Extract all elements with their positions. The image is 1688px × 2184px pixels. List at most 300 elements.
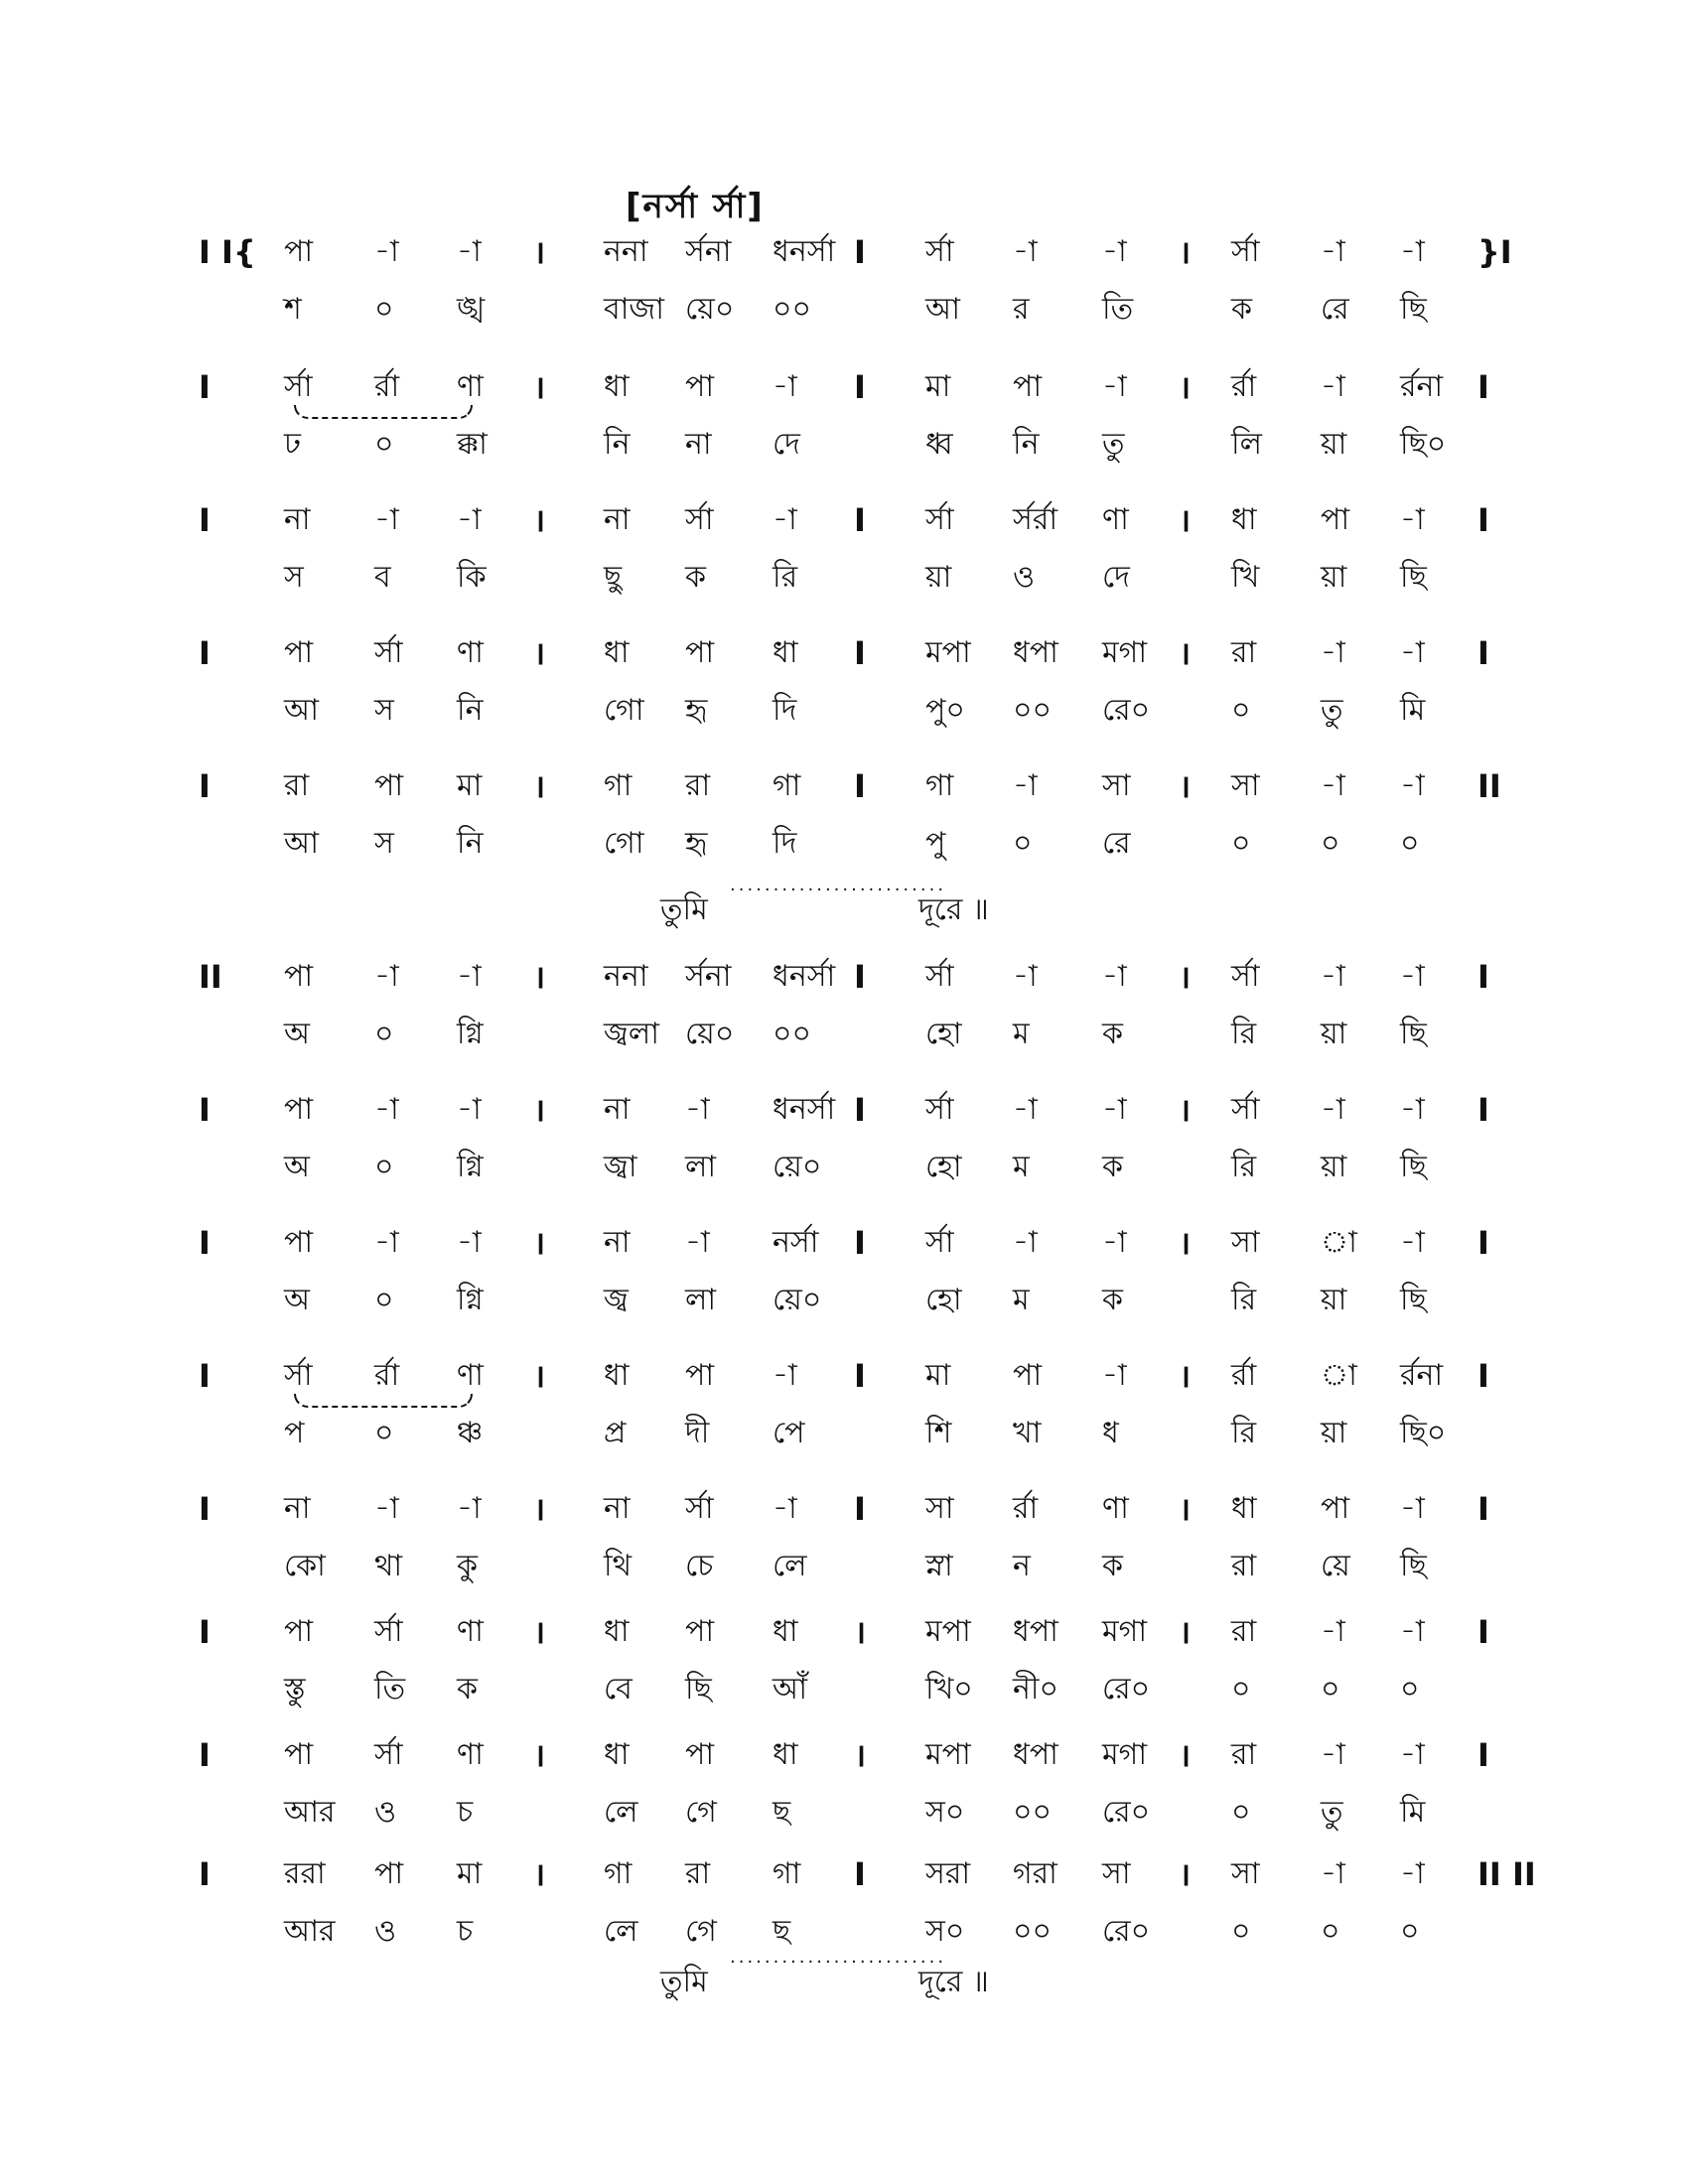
swara-note: -া	[1321, 959, 1345, 994]
lyric-syllable: স	[284, 560, 304, 595]
lyric-syllable: ছি	[1400, 1150, 1427, 1184]
lyric-syllable: আ	[925, 292, 960, 327]
lyric-syllable: জ্ব	[604, 1283, 629, 1317]
lyric-syllable: ০	[374, 1416, 394, 1450]
lyric-syllable: স০	[925, 1914, 965, 1949]
lyric-syllable: ০	[1231, 693, 1251, 728]
lyric-syllable: পু০	[925, 693, 965, 728]
swara-note: পা	[1321, 502, 1350, 537]
swara-note: -া	[457, 502, 482, 537]
bar-line: ।	[533, 767, 546, 805]
lyric-syllable: রি	[1231, 1416, 1257, 1450]
lyric-syllable: রি	[773, 560, 798, 595]
lyric-syllable: স্না	[925, 1549, 953, 1583]
lyric-syllable: দে	[1102, 560, 1130, 595]
lyric-syllable: তু	[1321, 1795, 1343, 1830]
bar-line: I	[199, 634, 211, 672]
lyric-syllable: লে	[773, 1549, 807, 1583]
lyric-syllable: য়া	[1321, 1283, 1347, 1317]
swara-note: পা	[284, 1614, 314, 1649]
swara-note: ধা	[604, 369, 630, 404]
lyric-syllable: ছি	[1400, 1283, 1427, 1317]
lyric-syllable: ০	[1231, 1672, 1251, 1706]
swara-note: -া	[1400, 768, 1425, 803]
swara-note: -া	[1400, 1491, 1425, 1526]
swara-note: মা	[925, 1358, 951, 1393]
lyric-syllable: ০০	[773, 292, 812, 327]
bar-line: ।	[854, 1736, 867, 1774]
swara-note: ধা	[773, 1737, 798, 1772]
swara-note: ননা	[604, 959, 648, 994]
swara-note: ধপা	[1013, 1614, 1058, 1649]
swara-note: পা	[685, 1737, 715, 1772]
swara-note: -া	[1400, 234, 1425, 269]
lyric-syllable: ক	[1102, 1017, 1123, 1051]
lyric-syllable: লা	[685, 1283, 717, 1317]
swara-note: -া	[685, 1225, 710, 1260]
notation-row	[0, 1354, 1688, 1463]
bar-line: I I{	[199, 233, 256, 271]
bar-line: I	[1477, 1490, 1489, 1528]
lyric-syllable: গ্নি	[457, 1150, 484, 1184]
bar-line: I	[1477, 1224, 1489, 1262]
bar-line: I	[199, 368, 211, 406]
swara-note: ধা	[604, 1614, 630, 1649]
notation-row	[0, 230, 1688, 340]
lyric-syllable: য়ে	[1321, 1549, 1350, 1583]
lyric-syllable: ম	[1013, 1017, 1030, 1051]
swara-note: র্সা	[925, 1092, 954, 1127]
swara-note: -া	[1400, 1856, 1425, 1891]
swara-note: -া	[374, 234, 399, 269]
swara-note: মা	[925, 369, 951, 404]
swara-note: -া	[1102, 1225, 1127, 1260]
swara-note: -া	[1400, 959, 1425, 994]
swara-note: পা	[685, 369, 715, 404]
swara-note: -া	[1321, 768, 1345, 803]
swara-note: পা	[685, 635, 715, 670]
swara-note: -া	[1102, 1092, 1127, 1127]
swara-note: -া	[1321, 1614, 1345, 1649]
swara-note: -া	[1321, 1856, 1345, 1891]
swara-note: সা	[1231, 1856, 1260, 1891]
lyric-syllable: ছু	[604, 560, 623, 595]
lyric-syllable: ০০	[1013, 1914, 1053, 1949]
swara-note: -া	[374, 502, 399, 537]
lyric-syllable: আঁ	[773, 1672, 807, 1706]
bar-line: ।	[1179, 1490, 1192, 1528]
bar-line: ।	[1179, 1736, 1192, 1774]
bar-line: I	[854, 634, 866, 672]
swara-note: ণা	[1102, 502, 1129, 537]
swara-note: না	[284, 1491, 311, 1526]
swara-note: পা	[685, 1614, 715, 1649]
bar-line: I	[199, 1490, 211, 1528]
lyric-syllable: ০	[1231, 1914, 1251, 1949]
swara-note: ণা	[457, 635, 484, 670]
bar-line: I	[199, 1855, 211, 1893]
swara-note: ননা	[604, 234, 648, 269]
bar-line: ।	[533, 958, 546, 996]
lyric-syllable: ধ্ব	[925, 427, 953, 462]
lyric-syllable: ক	[457, 1672, 478, 1706]
bar-line: ।	[533, 233, 546, 271]
swara-note: -া	[374, 1491, 399, 1526]
swara-note: -া	[1013, 959, 1038, 994]
lyric-syllable: ০	[1013, 826, 1033, 861]
bar-line: ।	[1179, 1091, 1192, 1129]
lyric-syllable: য়া	[1321, 1150, 1347, 1184]
swara-note: -া	[1400, 1737, 1425, 1772]
swara-note: া	[1321, 1225, 1357, 1260]
lyric-syllable: ও	[374, 1914, 397, 1949]
swara-note: র্সা	[284, 1358, 313, 1393]
bar-line: }I	[1477, 233, 1512, 271]
lyric-syllable: থি	[604, 1549, 633, 1583]
swara-note: -া	[1321, 1092, 1345, 1127]
lyric-syllable: শি	[925, 1416, 952, 1450]
swara-note: গা	[925, 768, 954, 803]
bar-line: ।	[1179, 958, 1192, 996]
lyric-syllable: ০	[1231, 826, 1251, 861]
swara-note: া	[1321, 1358, 1357, 1393]
bar-line: ।	[1179, 1855, 1192, 1893]
lyric-syllable: ও	[374, 1795, 397, 1830]
lyric-syllable: আ	[284, 826, 319, 861]
header-text: [নর্সা র্সা]	[626, 187, 765, 226]
swara-note: ণা	[457, 1614, 484, 1649]
swara-note: গা	[773, 1856, 801, 1891]
swara-note: র্রনা	[1400, 1358, 1444, 1393]
lyric-syllable: বাজা	[604, 292, 664, 327]
bar-line: ।	[854, 1613, 867, 1651]
swara-note: -া	[1102, 1358, 1127, 1393]
swara-note: রা	[685, 768, 711, 803]
swara-note: -া	[1321, 369, 1345, 404]
swara-note: গা	[604, 1856, 633, 1891]
bar-line: ।	[1179, 634, 1192, 672]
swara-note: -া	[1013, 768, 1038, 803]
bar-line: I	[199, 501, 211, 539]
lyric-syllable: য়া	[1321, 1416, 1347, 1450]
lyric-syllable: ছি	[1400, 560, 1427, 595]
lyric-syllable: খি	[1231, 560, 1260, 595]
swara-note: -া	[1013, 1092, 1038, 1127]
notation-row	[0, 1088, 1688, 1197]
bar-line: ।	[533, 501, 546, 539]
bar-line: I	[854, 501, 866, 539]
bar-line: ।	[533, 1357, 546, 1395]
lyric-syllable: হো	[925, 1150, 962, 1184]
lyric-syllable: নী০	[1013, 1672, 1058, 1706]
lyric-syllable: তু	[1321, 693, 1343, 728]
swara-note: ধা	[1231, 502, 1257, 537]
lyric-syllable: চ	[457, 1795, 474, 1830]
swara-note: র্সা	[925, 502, 954, 537]
lyric-syllable: ছি	[1400, 292, 1427, 327]
lyric-syllable: ছি০	[1400, 1416, 1447, 1450]
swara-note: ধপা	[1013, 635, 1058, 670]
bar-line: I	[854, 368, 866, 406]
swara-note: ধপা	[1013, 1737, 1058, 1772]
lyric-syllable: রে	[1102, 826, 1131, 861]
swara-note: ণা	[457, 369, 484, 404]
lyric-syllable: ০	[374, 1150, 394, 1184]
swara-note: রা	[1231, 635, 1257, 670]
lyric-syllable: মি	[1400, 693, 1426, 728]
swara-note: র্সা	[925, 1225, 954, 1260]
swara-note: মপা	[925, 1614, 971, 1649]
swara-note: সা	[925, 1491, 954, 1526]
swara-note: -া	[685, 1092, 710, 1127]
lyric-syllable: ক	[1102, 1549, 1123, 1583]
lyric-syllable: স	[374, 693, 394, 728]
lyric-syllable: বে	[604, 1672, 633, 1706]
lyric-syllable: গো	[604, 693, 644, 728]
swara-note: -া	[457, 959, 482, 994]
swara-note: -া	[1400, 635, 1425, 670]
swara-note: র্সা	[925, 959, 954, 994]
lyric-syllable: ব	[374, 560, 391, 595]
swara-note: -া	[1321, 635, 1345, 670]
swara-note: সরা	[925, 1856, 971, 1891]
refrain-dots: ·························	[730, 1952, 947, 1973]
lyric-syllable: ধ	[1102, 1416, 1119, 1450]
refrain-dots: ·························	[730, 880, 947, 900]
lyric-syllable: কো	[284, 1549, 326, 1583]
lyric-syllable: ছি	[1400, 1549, 1427, 1583]
swara-note: না	[604, 1092, 631, 1127]
lyric-syllable: স	[374, 826, 394, 861]
bar-line: I	[854, 1091, 866, 1129]
bar-line: I	[1477, 1357, 1489, 1395]
bar-line: I	[854, 1224, 866, 1262]
lyric-syllable: য়া	[925, 560, 952, 595]
refrain-line	[0, 880, 1688, 935]
lyric-syllable: রে০	[1102, 1672, 1151, 1706]
bar-line: ।	[533, 1613, 546, 1651]
swara-note: -া	[457, 1491, 482, 1526]
swara-note: র্রনা	[1400, 369, 1444, 404]
swara-note: পা	[284, 1225, 314, 1260]
swara-note: -া	[457, 234, 482, 269]
lyric-syllable: তু	[1102, 427, 1125, 462]
swara-note: র্সর্রা	[1013, 502, 1058, 537]
notation-row	[0, 498, 1688, 608]
lyric-syllable: ছি	[685, 1672, 712, 1706]
lyric-syllable: ক্কা	[457, 427, 488, 462]
lyric-syllable: দি	[773, 693, 797, 728]
lyric-syllable: আর	[284, 1795, 336, 1830]
swara-note: না	[604, 1225, 631, 1260]
bar-line: ।	[1179, 1224, 1192, 1262]
swara-note: মগা	[1102, 1614, 1148, 1649]
lyric-syllable: ন	[1013, 1549, 1031, 1583]
lyric-syllable: নি	[457, 826, 484, 861]
swara-note: র্রা	[374, 1358, 400, 1393]
swara-note: -া	[1400, 1225, 1425, 1260]
lyric-syllable: হো	[925, 1283, 962, 1317]
lyric-syllable: ০	[1231, 1795, 1251, 1830]
bar-line: ।	[533, 1490, 546, 1528]
bar-line: I	[1477, 634, 1489, 672]
lyric-syllable: র	[1013, 292, 1030, 327]
swara-note: মা	[457, 1856, 483, 1891]
swara-note: নর্সা	[773, 1225, 819, 1260]
lyric-syllable: ছি	[1400, 1017, 1427, 1051]
swara-note: -া	[1321, 1737, 1345, 1772]
bar-line: ।	[1179, 767, 1192, 805]
lyric-syllable: রা	[1231, 1549, 1257, 1583]
swara-note: ধা	[773, 635, 798, 670]
swara-note: না	[604, 502, 631, 537]
lyric-syllable: গ্নি	[457, 1283, 484, 1317]
lyric-syllable: দি	[773, 826, 797, 861]
swara-note: ধা	[1231, 1491, 1257, 1526]
refrain-start: তুমি	[660, 1965, 708, 1999]
bar-line: I	[1477, 958, 1489, 996]
swara-note: ণা	[457, 1358, 484, 1393]
lyric-syllable: না	[685, 427, 712, 462]
notation-row	[0, 1610, 1688, 1719]
lyric-syllable: লে	[604, 1914, 638, 1949]
slur-mark	[294, 1394, 473, 1408]
refrain-end: দূরে ॥	[918, 892, 989, 927]
swara-note: পা	[284, 959, 314, 994]
refrain-end: দূরে ॥	[918, 1965, 989, 1999]
lyric-syllable: চ	[457, 1914, 474, 1949]
lyric-syllable: তি	[374, 1672, 406, 1706]
lyric-syllable: জ্বলা	[604, 1017, 659, 1051]
swara-note: -া	[773, 502, 797, 537]
swara-note: মগা	[1102, 635, 1148, 670]
swara-note: মা	[457, 768, 483, 803]
lyric-syllable: ক	[1102, 1150, 1123, 1184]
lyric-syllable: ০	[1400, 1672, 1420, 1706]
lyric-syllable: রি	[1231, 1283, 1257, 1317]
bar-line: II	[199, 958, 222, 996]
lyric-syllable: খা	[1013, 1416, 1042, 1450]
swara-note: পা	[374, 1856, 404, 1891]
lyric-syllable: রি	[1231, 1150, 1257, 1184]
bar-line: ।	[1179, 501, 1192, 539]
lyric-syllable: ০০	[1013, 1795, 1053, 1830]
swara-note: সা	[1231, 1225, 1260, 1260]
lyric-syllable: নি	[457, 693, 484, 728]
lyric-syllable: ছ	[773, 1795, 791, 1830]
bar-line: I	[199, 1736, 211, 1774]
bar-line: ।	[533, 1091, 546, 1129]
lyric-syllable: য়ে০	[685, 292, 735, 327]
lyric-syllable: প	[284, 1416, 305, 1450]
lyric-syllable: অ	[284, 1283, 310, 1317]
swara-note: পা	[374, 768, 404, 803]
lyric-syllable: হো	[925, 1017, 962, 1051]
bar-line: I	[854, 958, 866, 996]
swara-note: র্রা	[1231, 369, 1257, 404]
swara-note: র্সা	[1231, 1092, 1260, 1127]
swara-note: পা	[284, 635, 314, 670]
swara-note: র্সা	[374, 635, 403, 670]
lyric-syllable: মি	[1400, 1795, 1426, 1830]
bar-line: I	[1477, 1736, 1489, 1774]
lyric-syllable: ০	[1400, 826, 1420, 861]
notation-row	[0, 1221, 1688, 1330]
swara-note: -া	[457, 1225, 482, 1260]
swara-note: রা	[284, 768, 310, 803]
swara-note: মপা	[925, 635, 971, 670]
bar-line: I	[199, 1613, 211, 1651]
notation-row	[0, 764, 1688, 874]
swara-note: ধনর্সা	[773, 959, 836, 994]
swara-note: গরা	[1013, 1856, 1057, 1891]
swara-note: মপা	[925, 1737, 971, 1772]
lyric-syllable: লি	[1231, 427, 1262, 462]
lyric-syllable: ০	[374, 427, 394, 462]
swara-note: না	[604, 1491, 631, 1526]
swara-note: -া	[1102, 369, 1127, 404]
swara-note: র্সনা	[685, 234, 732, 269]
swara-note: না	[284, 502, 311, 537]
swara-note: র্সা	[685, 1491, 714, 1526]
lyric-syllable: আর	[284, 1914, 336, 1949]
bar-line: ।	[533, 1224, 546, 1262]
notation-row	[0, 955, 1688, 1064]
swara-note: র্রা	[1231, 1358, 1257, 1393]
lyric-syllable: য়ে০	[685, 1017, 735, 1051]
swara-note: গা	[604, 768, 633, 803]
swara-note: র্সা	[374, 1737, 403, 1772]
lyric-syllable: হৃ	[685, 826, 708, 861]
lyric-syllable: য়া	[1321, 1017, 1347, 1051]
swara-note: ণা	[457, 1737, 484, 1772]
lyric-syllable: গে	[685, 1914, 717, 1949]
swara-note: -া	[374, 959, 399, 994]
lyric-syllable: ম	[1013, 1150, 1030, 1184]
swara-note: -া	[374, 1225, 399, 1260]
lyric-syllable: রে	[1321, 292, 1349, 327]
lyric-syllable: হৃ	[685, 693, 708, 728]
lyric-syllable: ০	[374, 1017, 394, 1051]
lyric-syllable: গে	[685, 1795, 717, 1830]
refrain-line	[0, 1952, 1688, 2007]
bar-line: ।	[1179, 368, 1192, 406]
lyric-syllable: ছ	[773, 1914, 791, 1949]
swara-note: সা	[1102, 768, 1131, 803]
bar-line: I	[854, 1357, 866, 1395]
swara-note: -া	[1400, 1614, 1425, 1649]
notation-row	[0, 1733, 1688, 1843]
lyric-syllable: ০	[374, 292, 394, 327]
swara-note: পা	[685, 1358, 715, 1393]
lyric-syllable: ক	[685, 560, 706, 595]
lyric-syllable: ও	[1013, 560, 1036, 595]
swara-note: মগা	[1102, 1737, 1148, 1772]
bar-line: ।	[1179, 1613, 1192, 1651]
bar-line: I	[1477, 368, 1489, 406]
swara-note: -া	[1102, 234, 1127, 269]
swara-note: ণা	[1102, 1491, 1129, 1526]
lyric-syllable: ০	[1321, 1914, 1340, 1949]
bar-line: ।	[1179, 233, 1192, 271]
bar-line: I	[199, 767, 211, 805]
lyric-syllable: তি	[1102, 292, 1134, 327]
swara-note: -া	[1013, 234, 1038, 269]
swara-note: ধা	[604, 1358, 630, 1393]
swara-note: পা	[284, 1737, 314, 1772]
lyric-syllable: ঙ্খ	[457, 292, 486, 327]
swara-note: রা	[1231, 1737, 1257, 1772]
